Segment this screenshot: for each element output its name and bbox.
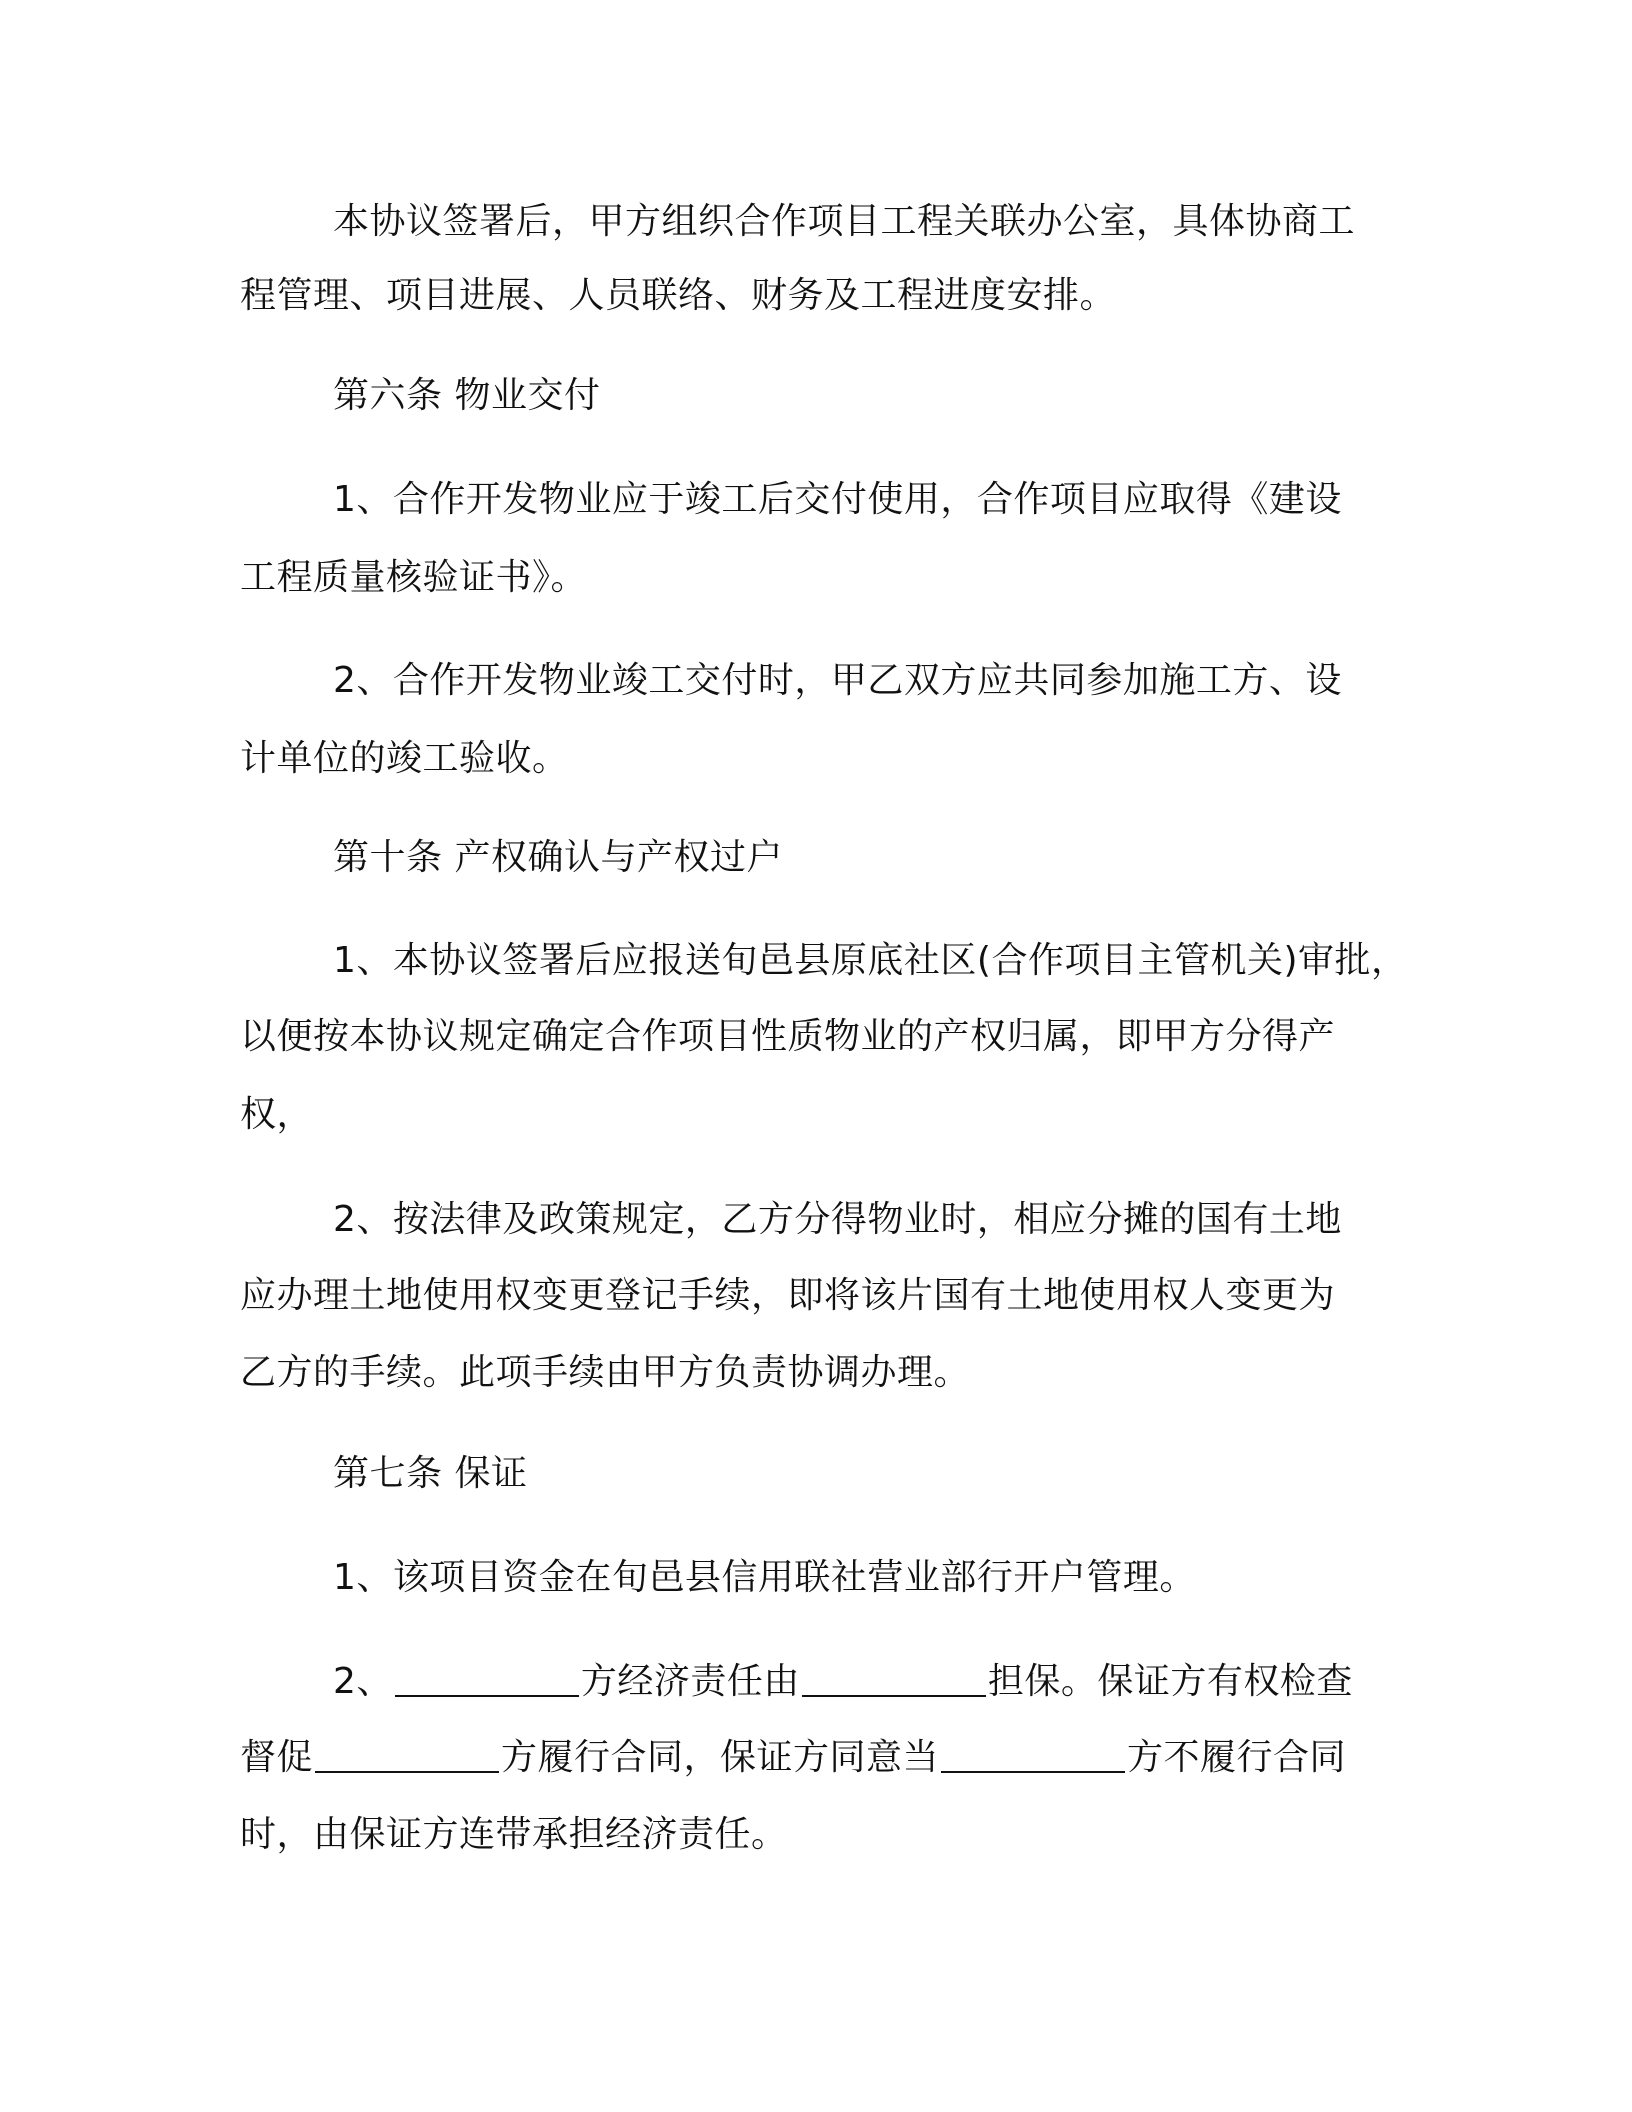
paragraph-line-13: 应办理土地使用权变更登记手续，即将该片国有土地使用权人变更为 — [240, 1275, 1336, 1316]
paragraph-line-5: 工程质量核验证书》。 — [240, 557, 588, 598]
paragraph-line-7: 计单位的竣工验收。 — [240, 738, 569, 779]
paragraph-line-2: 程管理、项目进展、人员联络、财务及工程进度安排。 — [240, 275, 1117, 316]
article-heading-6: 第六条 物业交付 — [333, 375, 601, 416]
guarantee-line-1 — [0, 1656, 1632, 1708]
guarantee-prefix-2: 督促 — [240, 1737, 314, 1778]
guarantee-text-1: 方经济责任由 — [580, 1661, 800, 1702]
paragraph-line-11: 权， — [240, 1094, 314, 1135]
guarantee-text-4: 方不履行合同 — [1127, 1737, 1347, 1778]
blank-party-2[interactable] — [313, 1733, 501, 1769]
blank-party-3[interactable] — [939, 1733, 1127, 1769]
paragraph-line-4: 1、合作开发物业应于竣工后交付使用，合作项目应取得《建设 — [333, 479, 1342, 520]
paragraph-line-10: 以便按本协议规定确定合作项目性质物业的产权归属，即甲方分得产 — [240, 1016, 1336, 1057]
paragraph-line-9: 1、本协议签署后应报送旬邑县原底社区(合作项目主管机关)审批， — [333, 940, 1408, 981]
paragraph-line-1: 本协议签署后，甲方组织合作项目工程关联办公室，具体协商工 — [333, 201, 1356, 242]
guarantee-prefix: 2、 — [333, 1661, 393, 1702]
blank-guarantor[interactable] — [800, 1657, 988, 1693]
paragraph-line-14: 乙方的手续。此项手续由甲方负责协调办理。 — [240, 1352, 971, 1393]
blank-party-1[interactable] — [393, 1657, 581, 1693]
paragraph-line-12: 2、按法律及政策规定，乙方分得物业时，相应分摊的国有土地 — [333, 1199, 1342, 1240]
article-heading-7: 第七条 保证 — [333, 1453, 528, 1494]
guarantee-text-2: 担保。保证方有权检查 — [987, 1661, 1353, 1702]
paragraph-line-16: 1、该项目资金在旬邑县信用联社营业部行开户管理。 — [333, 1557, 1196, 1598]
guarantee-line-3: 时，由保证方连带承担经济责任。 — [240, 1814, 788, 1855]
paragraph-line-6: 2、合作开发物业竣工交付时，甲乙双方应共同参加施工方、设 — [333, 660, 1342, 701]
guarantee-text-3: 方履行合同，保证方同意当 — [501, 1737, 940, 1778]
guarantee-line-2 — [0, 1732, 1632, 1784]
article-heading-10: 第十条 产权确认与产权过户 — [333, 837, 783, 878]
